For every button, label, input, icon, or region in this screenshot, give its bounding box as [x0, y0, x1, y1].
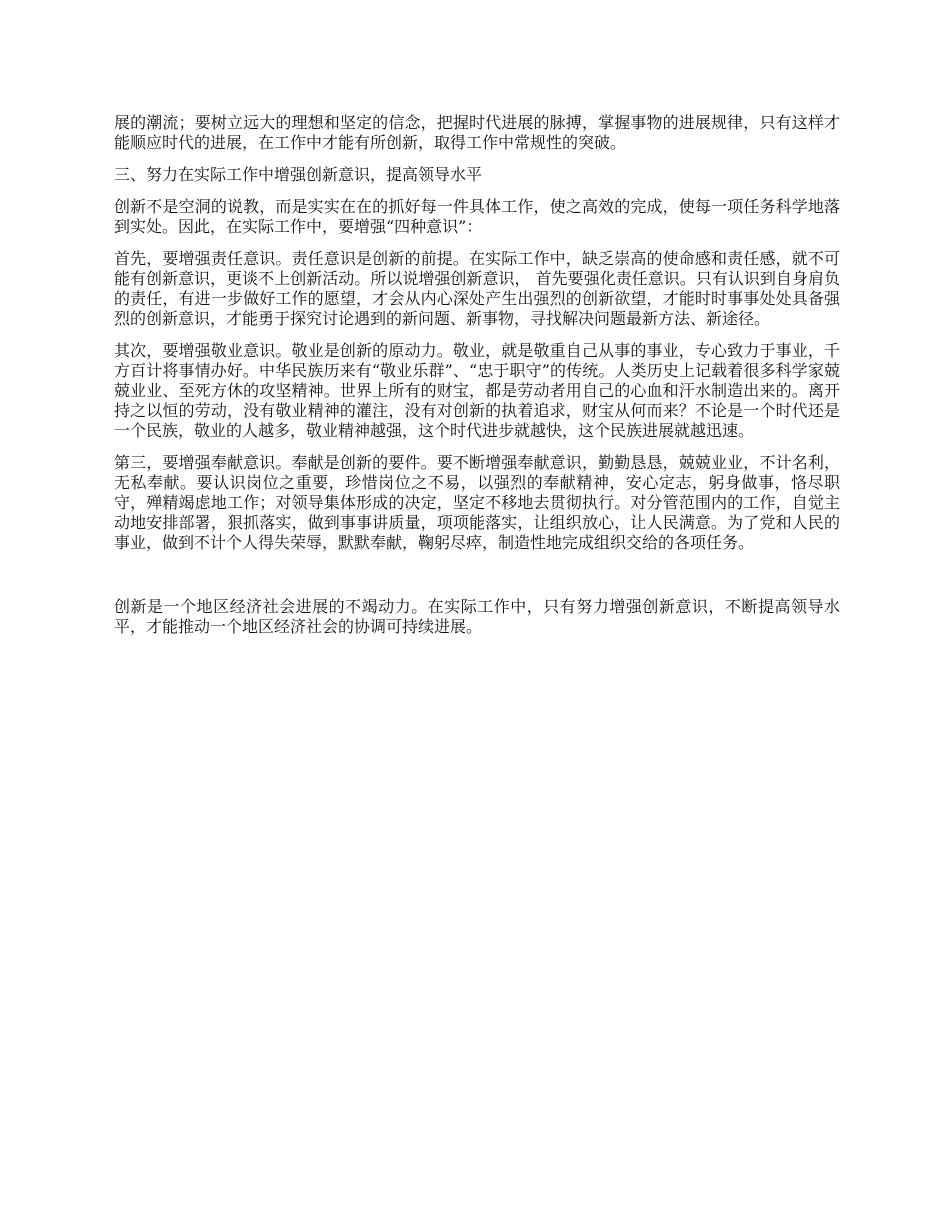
- paragraph-intro: 创新不是空洞的说教，而是实实在在的抓好每一件具体工作，使之高效的完成，使每一项任务科学地落到实处。因此，在实际工作中，要增强“四种意识”：: [114, 197, 840, 236]
- paragraph-responsibility: 首先，要增强责任意识。责任意识是创新的前提。在实际工作中，缺乏崇高的使命感和责任感，就不可能有创新意识，更谈不上创新活动。所以说增强创新意识， 首先要强化责任意识。只有认识到自身肩负的责任，有进一步做好工作的愿望，才会从内心深处产生出强烈的创新欲望，才能时时事事处处具备强烈的创新意识，才能勇于探究讨论遇到的新问题、新事物，寻找解决问题最新方法、新途径。: [114, 249, 840, 328]
- paragraph-conclusion: 创新是一个地区经济社会进展的不竭动力。在实际工作中，只有努力增强创新意识，不断提高领导水平，才能推动一个地区经济社会的协调可持续进展。: [114, 597, 840, 636]
- paragraph-continuation: 展的潮流；要树立远大的理想和坚定的信念，把握时代进展的脉搏，掌握事物的进展规律，只有这样才能顺应时代的进展，在工作中才能有所创新，取得工作中常规性的突破。: [114, 113, 840, 152]
- paragraph-dedication: 其次，要增强敬业意识。敬业是创新的原动力。敬业，就是敬重自己从事的事业，专心致力于事业，千方百计将事情办好。中华民族历来有“敬业乐群”、“忠于职守”的传统。人类历史上记载着很多科学家兢兢业业、至死方休的攻坚精神。世界上所有的财宝，都是劳动者用自己的心血和汗水制造出来的。离开持之以恒的劳动，没有敬业精神的灌注，没有对创新的执着追求，财宝从何而来？不论是一个时代还是一个民族，敬业的人越多，敬业精神越强，这个时代进步就越快，这个民族进展就越迅速。: [114, 341, 840, 440]
- paragraph-contribution: 第三，要增强奉献意识。奉献是创新的要件。要不断增强奉献意识，勤勤恳恳，兢兢业业，不计名利，无私奉献。要认识岗位之重要，珍惜岗位之不易，以强烈的奉献精神，安心定志，躬身做事，恪尽职守，殚精竭虑地工作；对领导集体形成的决定，坚定不移地去贯彻执行。对分管范围内的工作，自觉主动地安排部署，狠抓落实，做到事事讲质量，项项能落实，让组织放心，让人民满意。为了党和人民的事业，做到不计个人得失荣辱，默默奉献，鞠躬尽瘁，制造性地完成组织交给的各项任务。: [114, 453, 840, 552]
- document-body: [114, 113, 840, 649]
- paragraph-spacer: [114, 565, 840, 597]
- section-heading-3: 三、努力在实际工作中增强创新意识，提高领导水平: [114, 165, 483, 184]
